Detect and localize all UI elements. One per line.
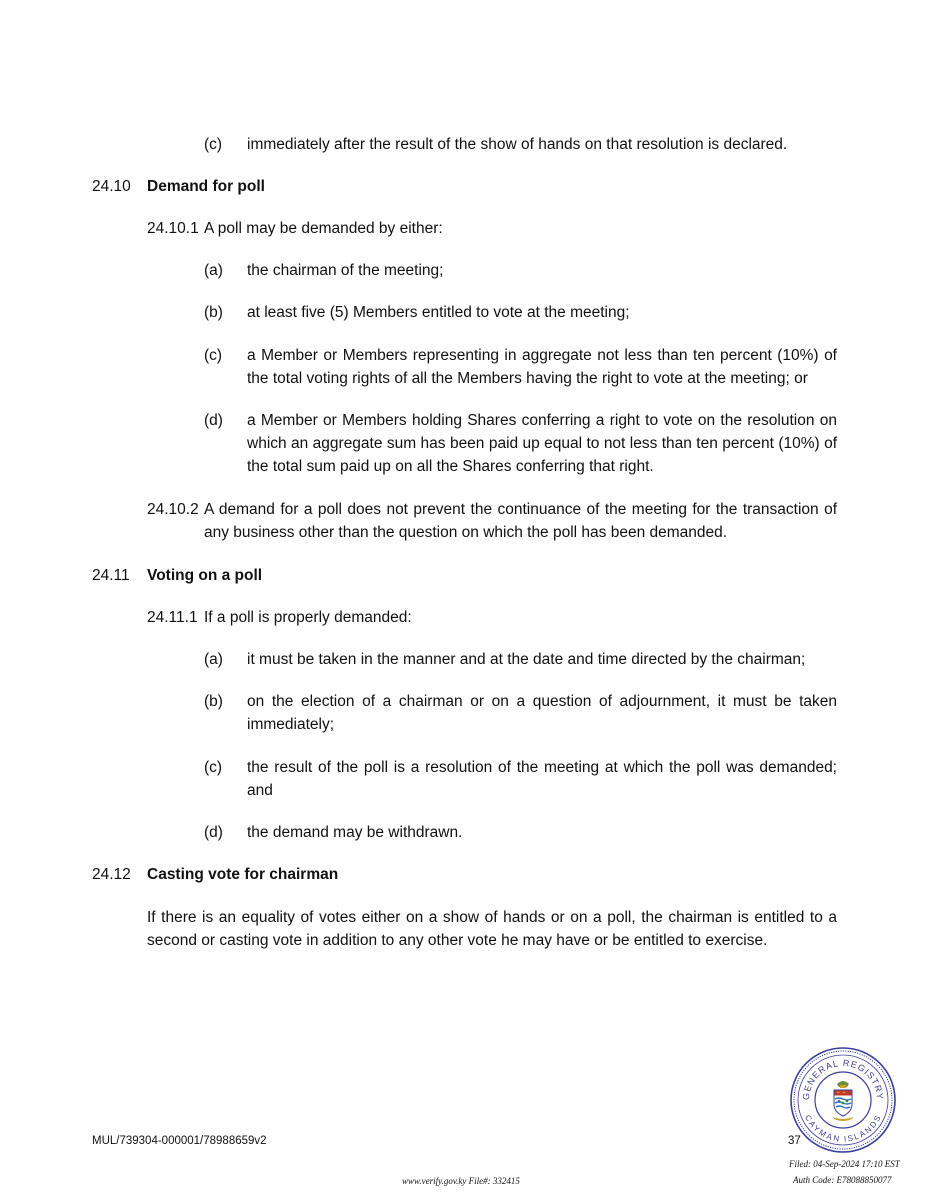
subsection-number: 24.10.1 — [147, 220, 199, 237]
item-label: (a) — [204, 651, 223, 668]
subsection-text: A demand for a poll does not prevent the continuance of the meeting for the transaction of any business other than the question on which the poll has been demanded. — [204, 501, 837, 541]
section-heading: Voting on a poll — [147, 567, 263, 584]
item-label: (d) — [204, 412, 223, 429]
item-label: (b) — [204, 304, 223, 321]
section-number: 24.11 — [92, 567, 130, 584]
filed-stamp: Filed: 04-Sep-2024 17:10 EST — [789, 1159, 900, 1169]
subsection-text: If a poll is properly demanded: — [204, 609, 412, 626]
auth-code: Auth Code: E78088850077 — [793, 1175, 892, 1185]
subsection-text: A poll may be demanded by either: — [204, 220, 443, 237]
coat-of-arms-icon — [833, 1081, 853, 1121]
item-label: (c) — [204, 347, 223, 364]
subsection-number: 24.11.1 — [147, 609, 198, 626]
item-label: (c) — [204, 136, 223, 153]
general-registry-seal — [789, 1046, 897, 1154]
item-text: the result of the poll is a resolution of the meeting at which the poll was demanded; and — [247, 759, 837, 799]
document-reference: MUL/739304-000001/78988659v2 — [92, 1135, 267, 1147]
section-heading: Casting vote for chairman — [147, 866, 339, 883]
item-text: the chairman of the meeting; — [247, 262, 444, 279]
section-number: 24.10 — [92, 178, 131, 195]
verification-text: www.verify.gov.ky File#: 332415 — [402, 1176, 520, 1186]
page-number: 37 — [788, 1135, 801, 1147]
seal-bottom-text: CAYMAN ISLANDS — [802, 1113, 884, 1144]
subsection-number: 24.10.2 — [147, 501, 199, 518]
item-text: at least five (5) Members entitled to vote at the meeting; — [247, 304, 630, 321]
seal-top-text: GENERAL REGISTRY — [800, 1057, 886, 1101]
item-text: a Member or Members representing in aggregate not less than ten percent (10%) of the total voting rights of all the Members having the right to vote at the meeting; or — [247, 347, 837, 387]
item-label: (d) — [204, 824, 223, 841]
item-text: immediately after the result of the show of hands on that resolution is declared. — [247, 136, 788, 153]
section-heading: Demand for poll — [147, 178, 265, 195]
item-label: (c) — [204, 759, 223, 776]
paragraph-text: If there is an equality of votes either on a show of hands or on a poll, the chairman is entitled to a second or casting vote in addition to any other vote he may have or be entitled to exercise. — [147, 909, 837, 949]
item-label: (b) — [204, 693, 223, 710]
item-text: on the election of a chairman or on a question of adjournment, it must be taken immediately; — [247, 693, 837, 733]
section-number: 24.12 — [92, 866, 131, 883]
item-label: (a) — [204, 262, 223, 279]
item-text: a Member or Members holding Shares conferring a right to vote on the resolution on which an aggregate sum has been paid up equal to not less than ten percent (10%) of the total sum paid up on all the Shares conferring that right. — [247, 412, 837, 475]
item-text: the demand may be withdrawn. — [247, 824, 463, 841]
item-text: it must be taken in the manner and at the date and time directed by the chairman; — [247, 651, 806, 668]
